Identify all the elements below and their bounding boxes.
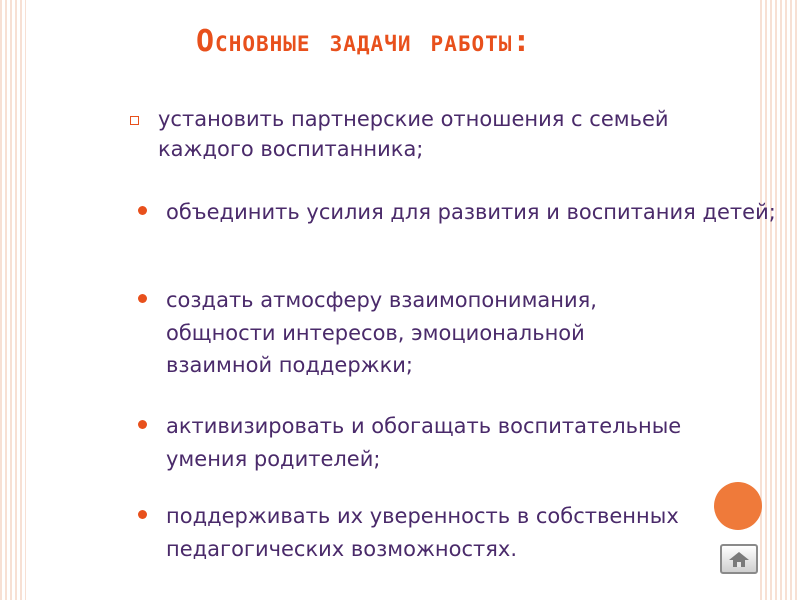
task-text: установить партнерские отношения с семьей каждого воспитанника; <box>158 107 669 162</box>
dot-bullet-icon <box>138 206 147 215</box>
home-button[interactable] <box>720 544 758 574</box>
home-icon <box>727 550 751 568</box>
task-item-confidence <box>166 500 766 565</box>
dot-bullet-icon <box>138 510 147 519</box>
dot-bullet-icon <box>138 294 147 303</box>
task-text: объединить усилия для развития и воспитания детей; <box>166 200 776 224</box>
task-text: активизировать и обогащать воспитательные умения родителей; <box>166 414 682 471</box>
task-text: создать атмосферу взаимопонимания, общности интересов, эмоциональной взаимной поддержки; <box>166 288 597 378</box>
task-item-partnership <box>158 104 768 165</box>
task-text: поддерживать их уверенность в собственных педагогических возможностях. <box>166 504 679 561</box>
task-item-unite-efforts <box>166 196 776 229</box>
slide-title: Основные задачи работы: <box>196 24 532 59</box>
task-item-atmosphere <box>166 284 686 382</box>
dot-bullet-icon <box>138 420 147 429</box>
square-bullet-icon <box>130 116 139 125</box>
decorative-circle <box>714 482 762 530</box>
task-item-parenting-skills <box>166 410 766 475</box>
